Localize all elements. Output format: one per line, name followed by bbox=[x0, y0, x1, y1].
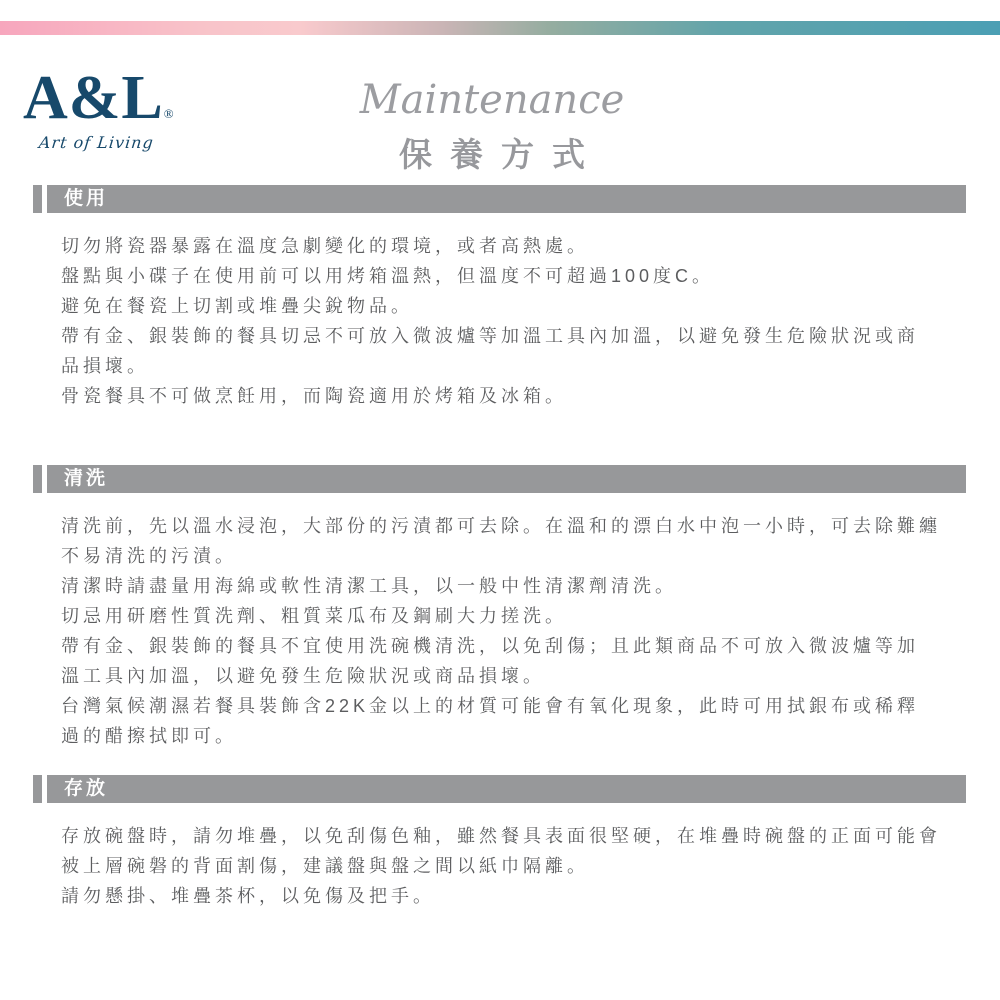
care-instruction-line: 清潔時請盡量用海綿或軟性清潔工具，以一般中性清潔劑清洗。 bbox=[61, 576, 677, 596]
top-gradient-bar bbox=[0, 21, 1000, 35]
care-instruction-line: 溫工具內加溫，以避免發生危險狀況或商品損壞。 bbox=[61, 666, 545, 686]
page-title-chinese: 保養方式 bbox=[399, 138, 603, 174]
care-instruction-line: 請勿懸掛、堆疊茶杯，以免傷及把手。 bbox=[61, 886, 435, 906]
care-instruction-line: 帶有金、銀裝飾的餐具不宜使用洗碗機清洗，以免刮傷；且此類商品不可放入微波爐等加 bbox=[61, 636, 919, 656]
care-instruction-line: 避免在餐瓷上切割或堆疊尖銳物品。 bbox=[61, 296, 413, 316]
care-instruction-line: 品損壞。 bbox=[61, 356, 149, 376]
care-instruction-line: 清洗前，先以溫水浸泡，大部份的污漬都可去除。在溫和的漂白水中泡一小時，可去除難纏 bbox=[61, 516, 941, 536]
section-heading-label: 使用 bbox=[47, 185, 966, 213]
care-instruction-line: 切忌用研磨性質洗劑、粗質菜瓜布及鋼刷大力搓洗。 bbox=[61, 606, 567, 626]
section-header-square bbox=[33, 185, 42, 213]
care-instruction-line: 存放碗盤時，請勿堆疊，以免刮傷色釉，雖然餐具表面很堅硬，在堆疊時碗盤的正面可能會 bbox=[61, 826, 941, 846]
section-heading-label: 清洗 bbox=[47, 465, 966, 493]
care-instruction-line: 骨瓷餐具不可做烹飪用，而陶瓷適用於烤箱及冰箱。 bbox=[61, 386, 567, 406]
care-instruction-line: 帶有金、銀裝飾的餐具切忌不可放入微波爐等加溫工具內加溫，以避免發生危險狀況或商 bbox=[61, 326, 919, 346]
care-instruction-line: 台灣氣候潮濕若餐具裝飾含22K金以上的材質可能會有氧化現象，此時可用拭銀布或稀釋 bbox=[61, 696, 920, 716]
page-title bbox=[0, 78, 984, 176]
section-body-usage bbox=[61, 231, 919, 411]
section-body-cleaning bbox=[61, 511, 941, 751]
page-title-english: Maintenance bbox=[359, 77, 625, 123]
care-instruction-line: 被上層碗磐的背面割傷，建議盤與盤之間以紙巾隔離。 bbox=[61, 856, 589, 876]
section-header-square bbox=[33, 465, 42, 493]
brand-tagline: Art of Living bbox=[38, 133, 155, 153]
care-instruction-line: 過的醋擦拭即可。 bbox=[61, 726, 237, 746]
care-instruction-line: 不易清洗的污漬。 bbox=[61, 546, 237, 566]
section-heading-label: 存放 bbox=[47, 775, 966, 803]
section-body-storage bbox=[61, 821, 941, 911]
care-instruction-line: 盤點與小碟子在使用前可以用烤箱溫熱，但溫度不可超過100度C。 bbox=[61, 266, 715, 286]
section-header-cleaning bbox=[33, 465, 966, 493]
care-instruction-line: 切勿將瓷器暴露在溫度急劇變化的環境，或者高熱處。 bbox=[61, 236, 589, 256]
brand-logo-name: A&L bbox=[23, 64, 164, 132]
registered-trademark-symbol: ® bbox=[163, 106, 175, 121]
section-header-storage bbox=[33, 775, 966, 803]
section-header-usage bbox=[33, 185, 966, 213]
section-header-square bbox=[33, 775, 42, 803]
